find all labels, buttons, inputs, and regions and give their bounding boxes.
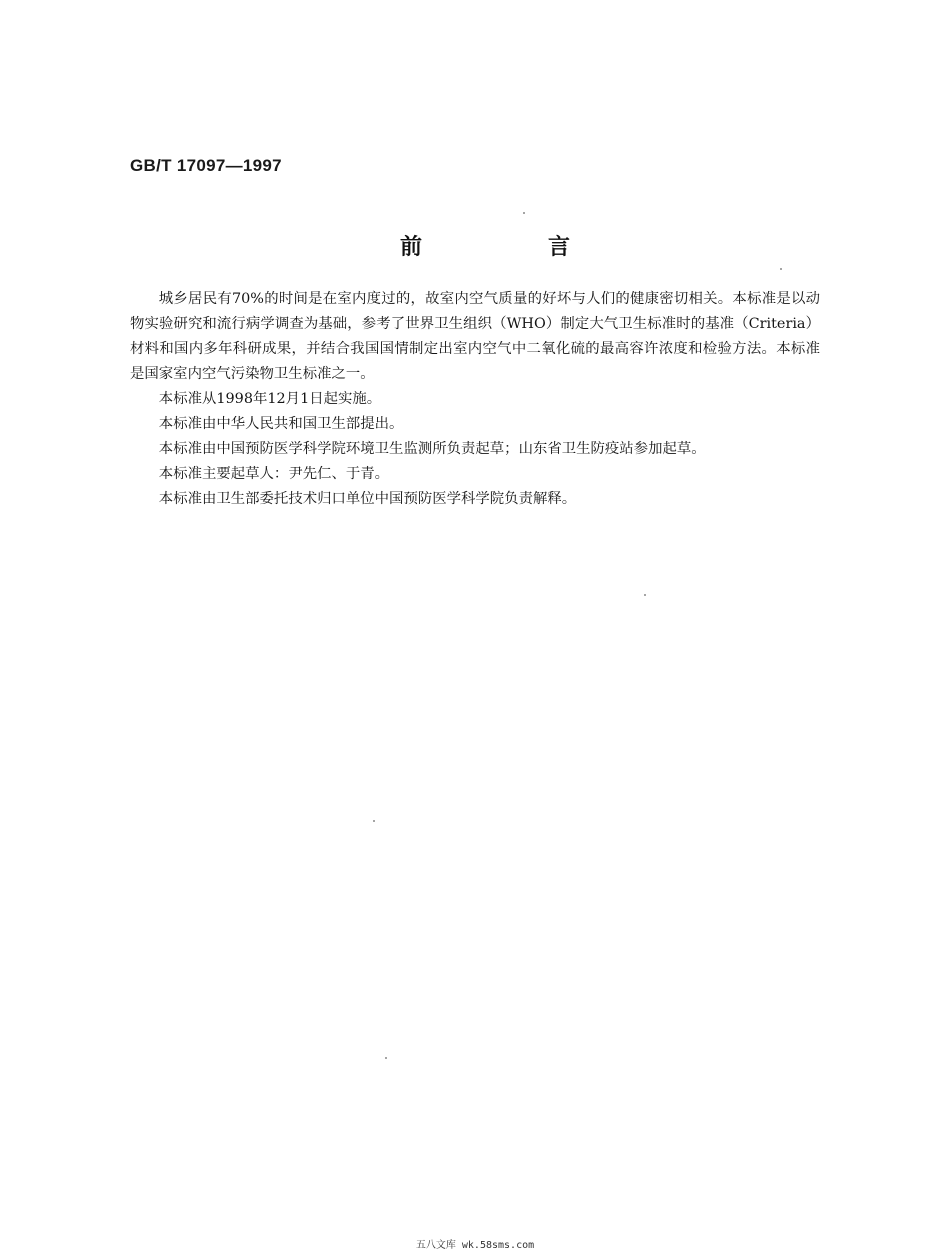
paragraph-proposer: 本标准由中华人民共和国卫生部提出。 bbox=[158, 416, 404, 432]
paragraph-drafters-org: 本标准由中国预防医学科学院环境卫生监测所负责起草；山东省卫生防疫站参加起草。 bbox=[158, 441, 706, 457]
paragraph-main-drafters: 本标准主要起草人：尹先仁、于青。 bbox=[158, 466, 390, 482]
foreword-title bbox=[400, 230, 570, 261]
scan-speck bbox=[644, 594, 646, 596]
scan-speck bbox=[780, 268, 782, 270]
paragraph-interpretation: 本标准由卫生部委托技术归口单位中国预防医学科学院负责解释。 bbox=[158, 491, 577, 507]
footer-watermark: 五八文库 wk.58sms.com bbox=[415, 1240, 535, 1251]
scan-speck bbox=[373, 820, 375, 822]
paragraph-intro: 城乡居民有70%的时间是在室内度过的，故室内空气质量的好坏与人们的健康密切相关。本标准是以动物实验研究和流行病学调查为基础，参考了世界卫生组织（WHO）制定大气卫生标准时的基准（Criteria）材料和国内多年科研成果，并结合我国国情制定出室内空气中二氧化硫的最高容许浓度和检验方法。本标准是国家室内空气污染物卫生标准之一。 bbox=[130, 291, 820, 382]
paragraph-effective-date: 本标准从1998年12月1日起实施。 bbox=[158, 391, 382, 407]
scan-speck bbox=[523, 212, 525, 214]
foreword-body bbox=[130, 287, 820, 512]
scan-speck bbox=[385, 1057, 387, 1059]
title-char-2: 言 bbox=[547, 235, 570, 260]
standard-code: GB/T 17097—1997 bbox=[130, 156, 282, 175]
title-char-1: 前 bbox=[400, 235, 423, 260]
